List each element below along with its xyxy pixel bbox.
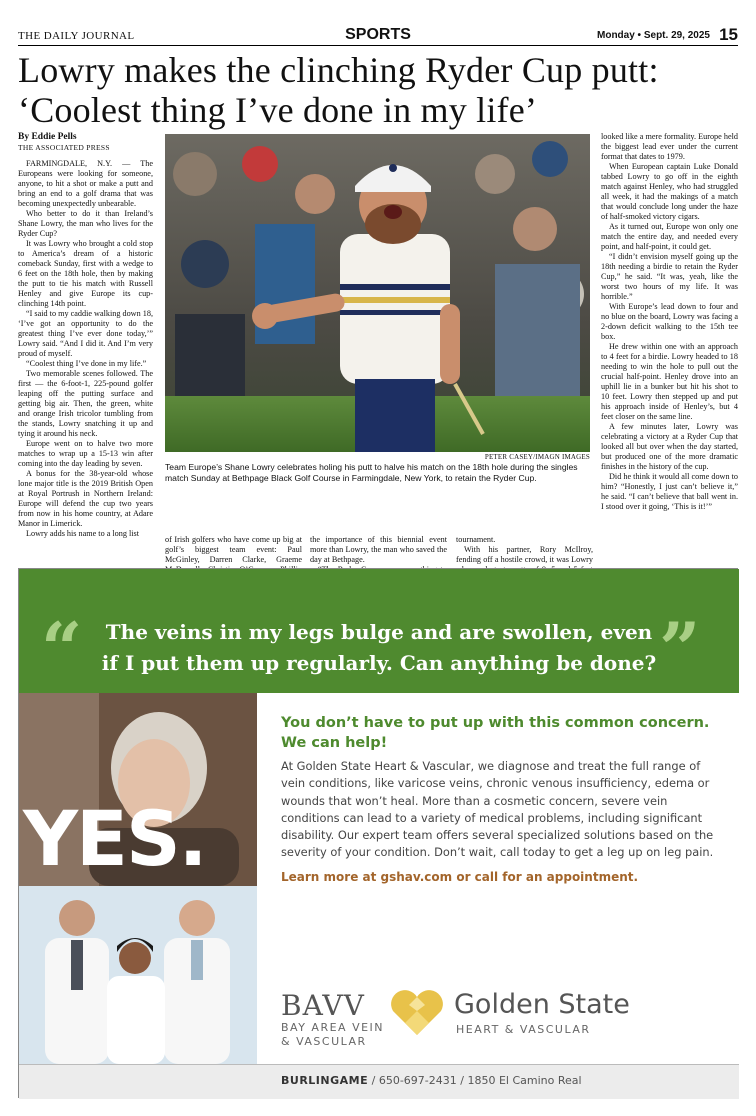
page-number: 15 xyxy=(719,25,738,44)
paragraph: Who better to do it than Ireland’s Shane Lowry, the man who lives for the Ryder Cup? xyxy=(18,209,153,238)
paragraph: Two memorable scenes followed. The first — the 6-foot-1, 225-pound golfer leaping off the putting surface and getting big air. Then, the green, white and orange Irish tricolor tumbling from the stands, Lowry snatching it up and tying it around his neck. xyxy=(18,369,153,438)
bavv-logo-subtitle xyxy=(281,1021,384,1049)
bavv-subtitle-line-1: BAY AREA VEIN xyxy=(281,1021,385,1034)
paper-name: THE DAILY JOURNAL xyxy=(18,30,135,42)
paragraph: When European captain Luke Donald tabbed Lowry to go off in the eighth match against Henley, who had struggled all week, it had the makings of a match that would conclude long under the haze of half-smoked victory cigars. xyxy=(601,162,738,221)
doctors-photo xyxy=(19,886,257,1064)
paragraph: Europe went on to halve two more matches to wrap up a 15-13 win after coming into the day leading by seven. xyxy=(18,439,153,468)
article-column-5 xyxy=(601,132,738,567)
vein-clinic-ad[interactable] xyxy=(18,568,738,1098)
separator: / xyxy=(460,1074,464,1087)
byline: By Eddie Pells xyxy=(18,132,77,142)
open-quote-icon: “ xyxy=(41,606,83,691)
article-column-3 xyxy=(310,535,447,567)
masthead-rule xyxy=(18,45,738,46)
separator: / xyxy=(371,1074,376,1087)
paragraph: FARMINGDALE, N.Y. — The Europeans were looking for someone, anyone, to hit a shot or make a putt and bring an end to a golf drama that was becoming unexpectedly unbearable. xyxy=(18,159,153,208)
paragraph: Did he think it would all come down to him? “Honestly, I just can’t believe it,” he said. “I can’t believe that ball went in. I stood over it going, ‘This is it!’” xyxy=(601,472,738,511)
paragraph: looked like a mere formality. Europe held the biggest lead ever under the current format that dates to 1979. xyxy=(601,132,738,161)
lowry-photo xyxy=(165,134,590,452)
ad-city: BURLINGAME xyxy=(281,1074,369,1087)
photo-caption: Team Europe’s Shane Lowry celebrates holing his putt to halve his match on the 18th hole during the singles match Sunday at Bethpage Black Golf Course in Farmingdale, New York, to retain the Ryder Cup. xyxy=(165,462,578,483)
paragraph: It was Lowry who brought a cold stop to America’s dream of a historic comeback Sunday, first with a wedge to 6 feet on the 18th hole, then by making the putt to tie his match with Russell Henley and give Europe its cup-clinching 14th point. xyxy=(18,239,153,308)
bavv-subtitle-line-2: & VASCULAR xyxy=(281,1035,367,1048)
paragraph: Lowry adds his name to a long list xyxy=(26,529,140,538)
ad-contact xyxy=(281,1074,582,1087)
paragraph: the importance of this biennial event more than Lowry, the man who saved the day at Bethpage. xyxy=(310,535,447,564)
ad-quote: The veins in my legs bulge and are swollen, even if I put them up regularly. Can anything be done? xyxy=(101,620,657,675)
paragraph: With his partner, Rory McIlroy, fending off a hostile crowd, it was Lowry xyxy=(456,545,593,564)
yes-text: YES. xyxy=(23,794,206,883)
gold-heart-icon xyxy=(389,989,445,1037)
paragraph: “Coolest thing I’ve done in my life.” xyxy=(26,359,147,368)
close-quote-icon: ” xyxy=(659,606,701,691)
paragraph: As it turned out, Europe won only one match the entire day, and needed every point, and half-point, it could get. xyxy=(601,222,738,251)
issue-date: Monday • Sept. 29, 2025 xyxy=(597,30,710,41)
golden-state-logo-subtitle: HEART & VASCULAR xyxy=(456,1023,591,1036)
bavv-logo: BAVV xyxy=(281,989,365,1022)
paragraph: tournament. xyxy=(456,535,496,544)
paragraph: He drew within one with an approach to 4 feet for a birdie. Lowry headed to 18 needing to win the hole to pull out the crucial half-point. Henley drove into an uphill lie in a bunker but hit his shot to 10 feet. Lowry then stepped up and put his approach inside of Henley’s, but 4 feet closer on the same line. xyxy=(601,342,738,421)
paragraph: of Irish golfers who have come up big at golf’s biggest team event: Paul McGinley, Darren Clarke, Graeme xyxy=(165,535,302,564)
doctors-illustration xyxy=(19,886,257,1064)
ad-cta-link[interactable]: Learn more at gshav.com or call for an appointment. xyxy=(281,870,639,884)
agency: THE ASSOCIATED PRESS xyxy=(18,143,110,152)
ad-headline: You don’t have to put up with this common concern. We can help! xyxy=(281,715,710,751)
photo-credit: PETER CASEY/IMAGN IMAGES xyxy=(484,453,590,461)
paragraph: A bonus for the 38-year-old whose lone major title is the 2019 British Open at Royal Portrush in Northern Ireland: Europe will defend the cup two years from now in his home country, at Adare Manor in Limerick. xyxy=(18,469,153,528)
paragraph: “I said to my caddie walking down 18, ‘I’ve got an opportunity to do the greatest thing I’ve ever done today,’” Lowry said. “And I did it. And I’m very proud of myself. xyxy=(18,309,153,358)
photo-illustration xyxy=(165,134,590,452)
paragraph: “I didn’t envision myself going up the 18th needing a birdie to retain the Ryder Cup,” he said. “It was, yeah, like the worst two hours of my life. It was horrible.” xyxy=(601,252,738,301)
golden-state-logo: Golden State xyxy=(454,989,630,1020)
article-column-1 xyxy=(18,159,153,567)
ad-address: 1850 El Camino Real xyxy=(467,1074,582,1087)
paragraph: A few minutes later, Lowry was celebrating a victory at a Ryder Cup that looked all but over when the day started, but produced one of the more dramatic finishes in the history of the cup. xyxy=(601,422,738,471)
section-title: SPORTS xyxy=(345,26,411,43)
article-column-4 xyxy=(456,535,593,567)
ad-body: At Golden State Heart & Vascular, we diagnose and treat the full range of vein conditions, like varicose veins, chronic venous insufficiency, edema or wounds that won’t heal. More than a cosmetic concern, severe vein conditions can lead to a variety of medical problems, including significant disability. Our expert team offers several specialized solutions based on the severity of your condition. Don’t wait, call today to get a leg up on leg pain. xyxy=(281,759,714,860)
paragraph: With Europe’s lead down to four and no blue on the board, Lowry was facing a 2-down deficit walking to the 15th tee box. xyxy=(601,302,738,341)
ad-phone[interactable]: 650-697-2431 xyxy=(378,1074,457,1087)
headline: Lowry makes the clinching Ryder Cup putt: ‘Coolest thing I’ve done in my life’ xyxy=(18,50,659,130)
article-column-2 xyxy=(165,535,302,567)
